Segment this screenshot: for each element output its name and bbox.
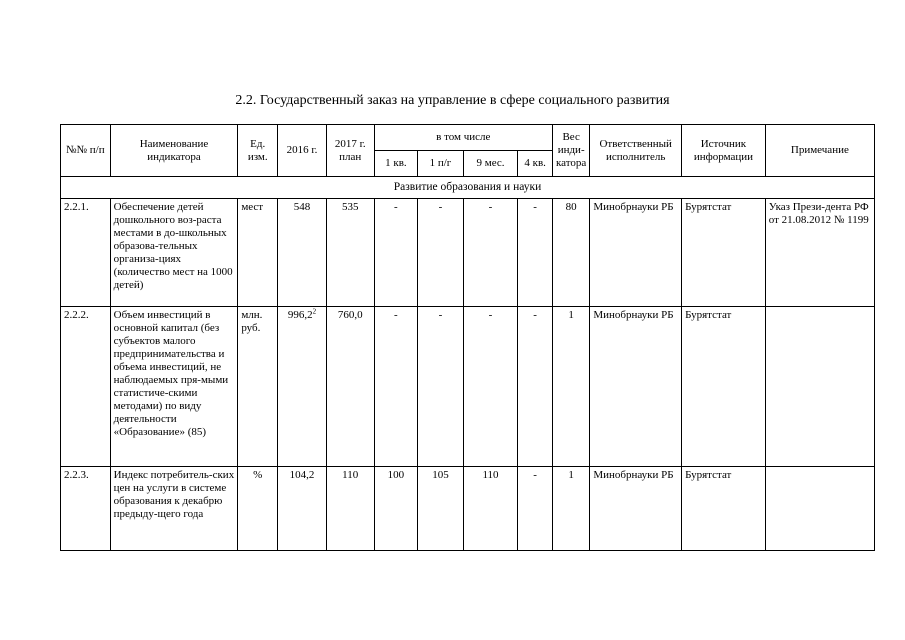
- table-row: [61, 467, 875, 551]
- cell-note: [765, 467, 874, 551]
- cell-h1: 105: [418, 467, 464, 551]
- cell-responsible: Минобрнауки РБ: [590, 199, 682, 307]
- cell-unit: мест: [238, 199, 278, 307]
- cell-q4: -: [518, 467, 553, 551]
- header-note: Примечание: [765, 125, 874, 177]
- cell-note: Указ Прези-дента РФ от 21.08.2012 № 1199: [765, 199, 874, 307]
- header-unit: Ед. изм.: [238, 125, 278, 177]
- cell-h1: -: [418, 199, 464, 307]
- section-title: Развитие образования и науки: [61, 177, 875, 199]
- table-row: [61, 199, 875, 307]
- cell-source: Бурятстат: [682, 467, 766, 551]
- cell-weight: 1: [552, 307, 589, 467]
- cell-name: Объем инвестиций в основной капитал (без субъектов малого предпринимательства и объема инвестиций, не наблюдаемых пря-мыми статистиче-скими методами) по виду деятельности «Образование» (85): [110, 307, 238, 467]
- cell-responsible: Минобрнауки РБ: [590, 467, 682, 551]
- header-q1: 1 кв.: [374, 151, 418, 177]
- cell-h1: -: [418, 307, 464, 467]
- page-title: 2.2. Государственный заказ на управление в сфере социального развития: [235, 93, 670, 108]
- cell-q1: -: [374, 307, 418, 467]
- header-weight: Вес инди-катора: [552, 125, 589, 177]
- cell-source: Бурятстат: [682, 199, 766, 307]
- cell-2017: 110: [326, 467, 374, 551]
- cell-note: [765, 307, 874, 467]
- cell-2017: 535: [326, 199, 374, 307]
- indicator-table: [60, 124, 875, 551]
- cell-2016-value: 104,2: [289, 469, 315, 481]
- cell-name: Обеспечение детей дошкольного воз-раста местами в до-школьных образова-тельных организа-циях (количество мест на 1000 детей): [110, 199, 238, 307]
- header-including: в том числе: [374, 125, 552, 151]
- cell-q1: 100: [374, 467, 418, 551]
- cell-2016: [278, 307, 327, 467]
- cell-weight: 80: [552, 199, 589, 307]
- header-name: Наименование индикатора: [110, 125, 238, 177]
- cell-unit: %: [238, 467, 278, 551]
- cell-num: 2.2.2.: [61, 307, 111, 467]
- header-source: Источник информации: [682, 125, 766, 177]
- header-2017: 2017 г. план: [326, 125, 374, 177]
- cell-q4: -: [518, 199, 553, 307]
- table-row: [61, 307, 875, 467]
- cell-responsible: Минобрнауки РБ: [590, 307, 682, 467]
- cell-2016-value: 548: [293, 201, 311, 213]
- cell-num: 2.2.3.: [61, 467, 111, 551]
- cell-name: Индекс потребитель-ских цен на услуги в системе образования к декабрю предыду-щего года: [110, 467, 238, 551]
- cell-2016-footnote: 2: [312, 307, 317, 316]
- cell-weight: 1: [552, 467, 589, 551]
- cell-2017: 760,0: [326, 307, 374, 467]
- cell-q4: -: [518, 307, 553, 467]
- cell-unit: млн. руб.: [238, 307, 278, 467]
- header-9m: 9 мес.: [463, 151, 517, 177]
- cell-2016-value: 996,2: [287, 309, 313, 321]
- cell-source: Бурятстат: [682, 307, 766, 467]
- header-h1: 1 п/г: [418, 151, 464, 177]
- cell-q1: -: [374, 199, 418, 307]
- header-responsible: Ответственный исполнитель: [590, 125, 682, 177]
- cell-9m: -: [463, 199, 517, 307]
- cell-9m: 110: [463, 467, 517, 551]
- cell-2016: [278, 467, 327, 551]
- header-2016: 2016 г.: [278, 125, 327, 177]
- cell-9m: -: [463, 307, 517, 467]
- cell-num: 2.2.1.: [61, 199, 111, 307]
- header-q4: 4 кв.: [518, 151, 553, 177]
- header-num: №№ п/п: [61, 125, 111, 177]
- cell-2016: [278, 199, 327, 307]
